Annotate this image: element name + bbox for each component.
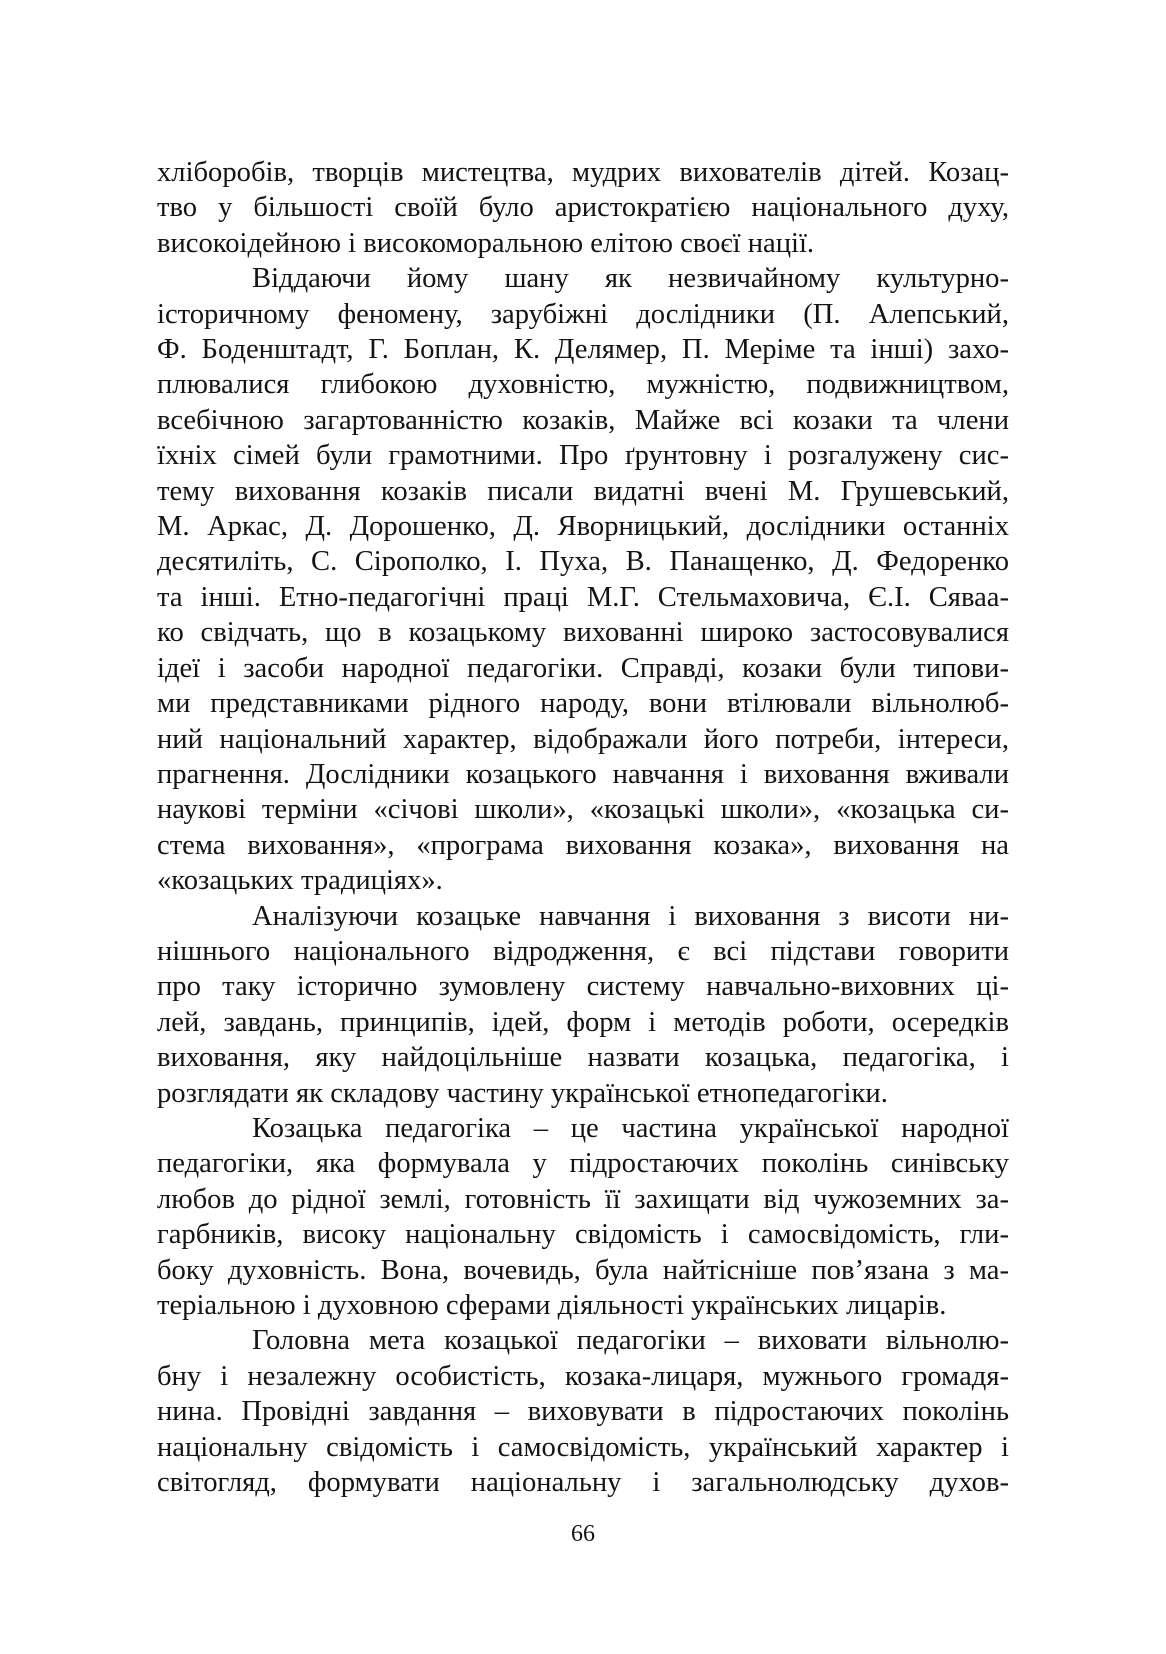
text-line: педагогіки, яка формувала у підростаючих поколінь синівську	[157, 1148, 1009, 1180]
text-line: нішнього національного відродження, є всі підстави говорити	[157, 935, 1009, 967]
paragraph	[157, 1323, 1009, 1500]
text-line: бну і незалежну особистість, козака-лицаря, мужнього громадя-	[157, 1360, 1009, 1392]
paragraph	[157, 155, 1009, 261]
text-line: десятиліть, С. Сірополко, І. Пуха, В. Панащенко, Д. Федоренко	[157, 546, 1009, 578]
text-line: Головна мета козацької педагогіки – виховати вільнолю-	[252, 1325, 1009, 1357]
text-line: гарбників, високу національну свідомість і самосвідомість, гли-	[157, 1219, 1009, 1251]
text-line: Ф. Боденштадт, Г. Боплан, К. Делямер, П. Меріме та інші) захо-	[157, 334, 1009, 366]
text-line: «козацьких традиціях».	[157, 865, 443, 897]
text-line: світогляд, формувати національну і загальнолюдську духов-	[157, 1467, 1009, 1499]
text-line: теріальною і духовною сферами діяльності українських лицарів.	[157, 1290, 947, 1321]
text-line: Козацька педагогіка – це частина української народної	[252, 1112, 1009, 1144]
text-line: наукові терміни «січові школи», «козацькі школи», «козацька си-	[157, 794, 1009, 826]
text-line: про таку історично зумовлену систему навчально-виховних ці-	[157, 971, 1009, 1003]
text-line: нина. Провідні завдання – виховувати в підростаючих поколінь	[157, 1396, 1009, 1428]
text-line: хліборобів, творців мистецтва, мудрих вихователів дітей. Козац-	[157, 157, 1009, 188]
text-line: високоідейною і високоморальною елітою своєї нації.	[157, 227, 815, 259]
text-line: ний національний характер, відображали його потреби, інтереси,	[157, 723, 1009, 755]
paragraph	[157, 261, 1009, 898]
text-line: М. Аркас, Д. Дорошенко, Д. Яворницький, дослідники останніх	[157, 511, 1009, 543]
text-line: любов до рідної землі, готовність її захищати від чужоземних за-	[157, 1183, 1009, 1215]
text-line: ми представниками рідного народу, вони втілювали вільнолюб-	[157, 688, 1009, 720]
text-line: Аналізуючи козацьке навчання і виховання з висоти ни-	[252, 900, 1009, 932]
text-line: національну свідомість і самосвідомість, український характер і	[157, 1431, 1009, 1463]
text-line: їхніх сімей були грамотними. Про ґрунтовну і розгалужену сис-	[157, 440, 1009, 472]
text-line: ідеї і засоби народної педагогіки. Справді, козаки були типови-	[157, 652, 1009, 684]
text-line: розглядати як складову частину української етнопедагогіки.	[157, 1077, 888, 1109]
text-line: та інші. Етно-педагогічні праці М.Г. Стельмаховича, Є.І. Сяваа-	[157, 581, 1009, 613]
text-line: стема виховання», «програма виховання козака», виховання на	[157, 829, 1009, 861]
text-line: тво у більшості своїй було аристократією національного духу,	[157, 192, 1009, 224]
text-line: виховання, яку найдоцільніше назвати козацька, педагогіка, і	[157, 1042, 1009, 1074]
text-line: Віддаючи йому шану як незвичайному культурно-	[252, 263, 1009, 295]
text-line: лей, завдань, принципів, ідей, форм і методів роботи, осередків	[157, 1006, 1009, 1038]
paragraph	[157, 1111, 1009, 1323]
text-line: тему виховання козаків писали видатні вчені М. Грушевський,	[157, 475, 1009, 507]
text-line: ко свідчать, що в козацькому вихованні широко застосовувалися	[157, 617, 1009, 649]
text-line: плювалися глибокою духовністю, мужністю, подвижництвом,	[157, 369, 1009, 401]
text-line: історичному феномену, зарубіжні дослідники (П. Алепський,	[157, 298, 1009, 330]
paragraph	[157, 899, 1009, 1111]
page-number: 66	[571, 1521, 595, 1547]
text-line: прагнення. Дослідники козацького навчання і виховання вживали	[157, 758, 1009, 790]
body-text	[157, 155, 1009, 1500]
text-line: боку духовність. Вона, вочевидь, була найтісніше пов’язана з ма-	[157, 1254, 1009, 1286]
text-line: всебічною загартованністю козаків, Майже всі козаки та члени	[157, 404, 1009, 436]
